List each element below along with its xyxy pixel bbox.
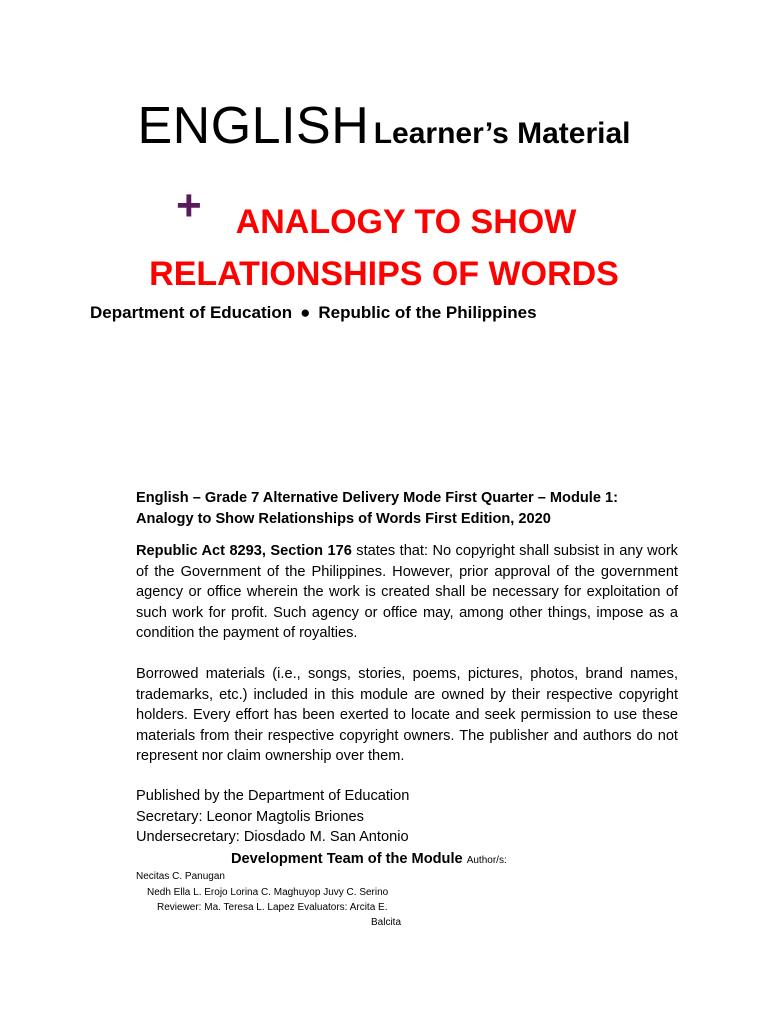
- team-line-1: Necitas C. Panugan: [136, 871, 225, 882]
- development-team-heading: [231, 851, 507, 867]
- team-line-2: Nedh Ella L. Erojo Lorina C. Maghuyop Juvy C. Serino: [147, 887, 389, 898]
- law-reference: Republic Act 8293, Section 176: [136, 543, 352, 559]
- document-title: [0, 96, 768, 156]
- edition-title: [136, 488, 678, 529]
- publication-info: [136, 786, 678, 848]
- title-learners-material: Learner’s Material: [373, 117, 631, 150]
- plus-icon: +: [176, 181, 202, 230]
- secretary: Secretary: Leonor Magtolis Briones: [136, 808, 364, 825]
- undersecretary: Undersecretary: Diosdado M. San Antonio: [136, 829, 409, 846]
- law-text: states that: No copyright shall subsist in any work of the Government of the Philippines. However, prior approval of the government agency or office wherein the work is created shall be necessary for exploitation of such work for profit. Such agency or office may, among other things, impose as a condition the payment of royalties.: [136, 543, 678, 642]
- copyright-paragraph: [136, 541, 678, 644]
- borrowed-materials-paragraph: Borrowed materials (i.e., songs, stories, poems, pictures, photos, brand names, trademarks, etc.) included in this module are owned by their respective copyright holders. Every effort has been exerted to locate and seek permission to use these materials from their respective copyright owners. The publisher and authors do not represent nor claim ownership over them.: [136, 666, 678, 765]
- authors-label: Author/s:: [466, 855, 507, 866]
- team-heading: Development Team of the Module: [231, 851, 463, 867]
- team-line-4: Balcita: [371, 917, 402, 928]
- module-title-line-1: ANALOGY TO SHOW: [235, 203, 577, 241]
- department-name: Department of Education: [90, 303, 293, 322]
- republic-name: Republic of the Philippines: [318, 303, 537, 322]
- bullet-icon: ●: [300, 303, 311, 322]
- module-title-line-2: RELATIONSHIPS OF WORDS: [149, 255, 619, 293]
- department-line: [90, 303, 537, 323]
- title-english: ENGLISH: [137, 97, 370, 155]
- team-line-3: Reviewer: Ma. Teresa L. Lapez Evaluators: Arcita E.: [157, 902, 388, 913]
- edition-line-2: Analogy to Show Relationships of Words First Edition, 2020: [136, 510, 551, 527]
- edition-line-1: English – Grade 7 Alternative Delivery Mode First Quarter – Module 1:: [136, 490, 618, 506]
- published-by: Published by the Department of Education: [136, 788, 410, 804]
